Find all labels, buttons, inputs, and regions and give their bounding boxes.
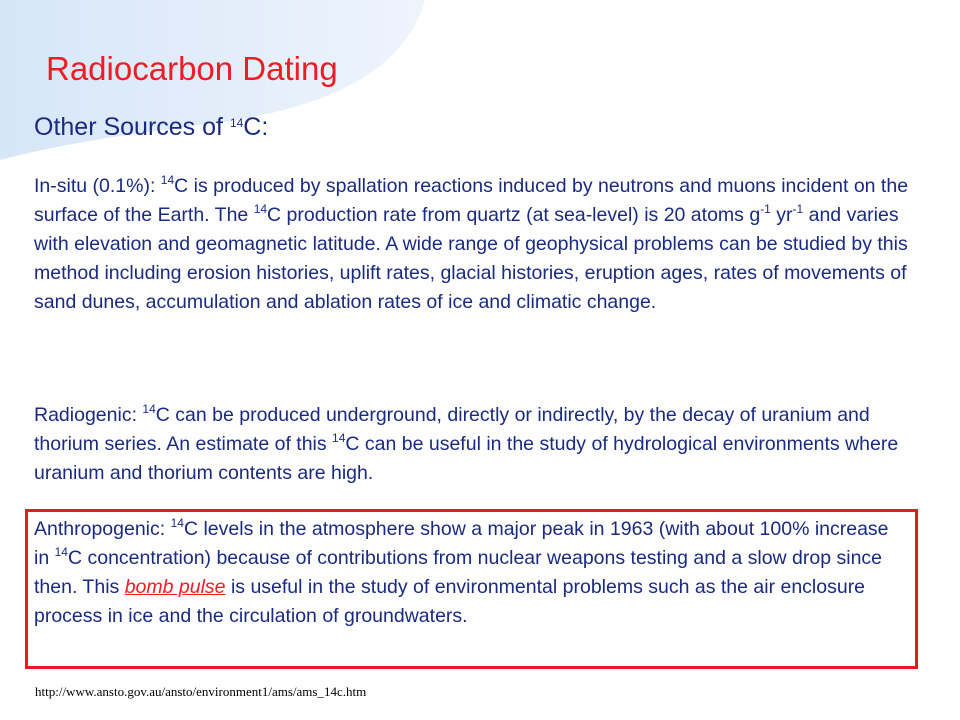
p1-sup-1: 14 <box>160 173 175 187</box>
p1-text-a: In-situ (0.1%): <box>34 175 161 197</box>
p1-sup-2: 14 <box>253 202 268 216</box>
p3-sup-2: 14 <box>54 545 68 559</box>
anthropogenic-paragraph <box>34 515 904 631</box>
subtitle-sup: 14 <box>229 116 244 130</box>
p1-text-c: C production rate from quartz (at sea-level) is 20 atoms g <box>267 204 761 226</box>
p3-sup-1: 14 <box>170 516 184 530</box>
radiogenic-paragraph <box>34 401 914 488</box>
p3-text-c: C concentration) because of contributions from nuclear weapons testing and a slow drop since then. This <box>34 547 883 598</box>
p3-text-a: Anthropogenic: <box>34 518 171 540</box>
p2-text-c: C can be useful in the study of hydrological environments where uranium and thorium contents are high. <box>34 433 899 484</box>
p2-sup-2: 14 <box>332 431 346 445</box>
p3-text-b: C levels in the atmosphere show a major peak in 1963 (with about 100% increase in <box>34 518 889 569</box>
subtitle-tail: C: <box>243 113 269 141</box>
in-situ-paragraph <box>34 172 914 317</box>
subtitle-text: Other Sources of <box>34 113 230 141</box>
slide-subtitle <box>34 113 268 142</box>
p1-text-d: yr <box>770 204 793 226</box>
p3-text-d: is useful in the study of environmental problems such as the air enclosure process in ice and the circulation of groundwaters. <box>34 576 866 627</box>
p2-text-a: Radiogenic: <box>34 404 143 426</box>
slide-title: Radiocarbon Dating <box>46 50 338 87</box>
p1-sup-3: -1 <box>760 202 771 216</box>
p2-sup-1: 14 <box>142 402 156 416</box>
p1-text-b: C is produced by spallation reactions induced by neutrons and muons incident on the surface of the Earth. The <box>34 175 909 226</box>
p1-sup-4: -1 <box>792 202 804 216</box>
p1-text-e: and varies with elevation and geomagnetic latitude. A wide range of geophysical problems can be studied by this method including erosion histories, uplift rates, glacial histories, eruption ages, rates of movements of sand dunes, accumulation and ablation rates of ice and climatic change. <box>34 204 908 313</box>
p2-text-b: C can be produced underground, directly or indirectly, by the decay of uranium and thorium series. An estimate of this <box>34 404 870 455</box>
bomb-pulse-link[interactable]: bomb pulse <box>124 576 226 598</box>
source-url-link[interactable]: http://www.ansto.gov.au/ansto/environment1/ams/ams_14c.htm <box>35 684 367 699</box>
